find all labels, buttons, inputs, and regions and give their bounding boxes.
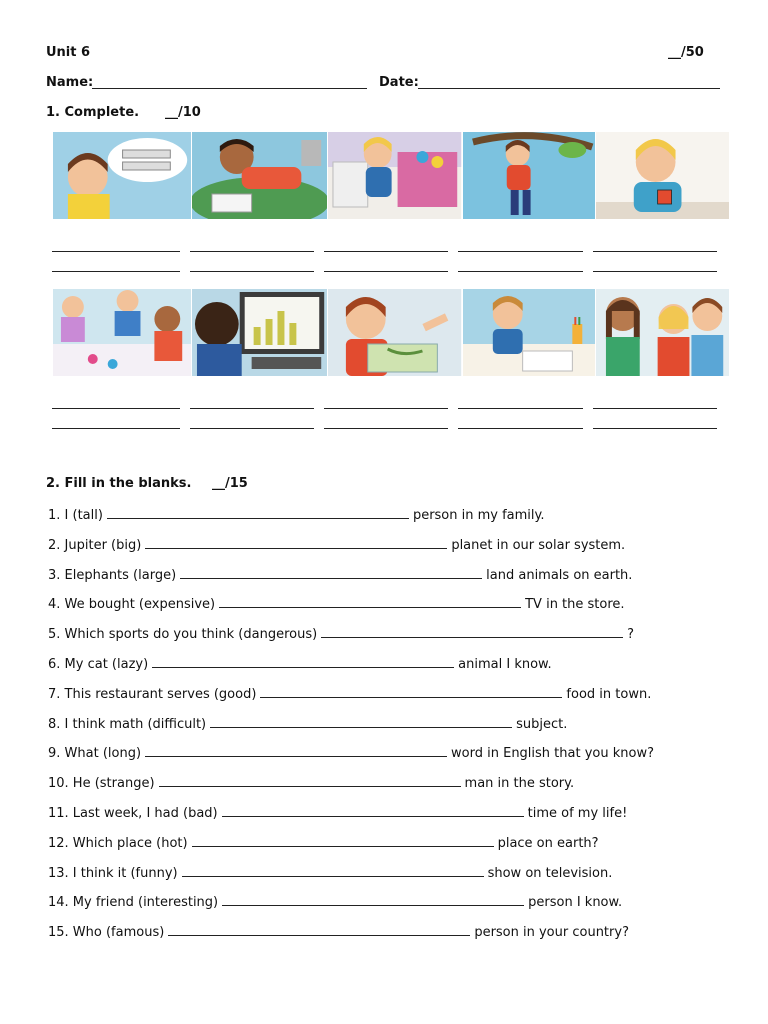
item-prompt: 3. Elephants (large) [48,567,177,583]
answer-blank[interactable] [168,923,470,936]
answer-blank[interactable] [321,625,623,638]
item-suffix: planet in our solar system. [451,537,626,553]
item-prompt: 12. Which place (hot) [48,835,188,851]
name-label: Name: [46,75,94,90]
item-prompt: 2. Jupiter (big) [48,537,142,553]
answer-blank[interactable] [222,804,524,817]
item-prompt: 11. Last week, I had (bad) [48,806,218,821]
item-suffix: show on television. [487,865,613,881]
picture-boy-climbing-tree [463,132,596,219]
picture-boy-pointing-map [328,289,462,376]
answer-blank[interactable] [210,715,512,728]
item-suffix: ? [627,627,635,643]
item-prompt: 13. I think it (funny) [48,865,178,881]
picture-strip-2 [53,289,729,376]
item-prompt: 7. This restaurant serves (good) [48,686,257,702]
picture-boy-writing [192,132,328,219]
item-suffix: food in town. [566,686,652,702]
item-prompt: 4. We bought (expensive) [48,597,216,613]
fill-blank-item [48,566,632,584]
item-prompt: 9. What (long) [48,746,142,762]
answer-blank[interactable] [107,506,409,519]
section1-title: 1. Complete. [46,105,140,120]
picture-girl-playroom [328,132,462,219]
item-suffix: place on earth? [497,835,599,851]
picture-girl-thinking [53,132,192,219]
fill-blank-item [48,744,654,762]
item-suffix: animal I know. [458,657,552,672]
total-score: __/50 [668,45,704,60]
fill-blank-item [48,595,625,613]
answer-blank[interactable] [219,595,521,608]
fill-blank-item [48,655,552,673]
date-label: Date: [379,75,419,90]
fill-blank-item [48,536,625,554]
answer-blank[interactable] [260,685,562,698]
answer-blank[interactable] [152,655,454,668]
item-suffix: person in my family. [412,508,545,523]
item-suffix: man in the story. [464,776,575,792]
item-prompt: 1. I (tall) [48,508,103,523]
item-prompt: 5. Which sports do you think (dangerous) [48,627,318,643]
fill-blank-item [48,715,567,733]
item-suffix: person in your country? [474,925,629,941]
picture-boy-computer [192,289,328,376]
item-prompt: 8. I think math (difficult) [48,716,207,732]
unit-title: Unit 6 [46,45,91,60]
item-prompt: 14. My friend (interesting) [48,895,219,911]
fill-blank-item [48,923,629,941]
fill-blank-item [48,685,651,703]
section2-title: 2. Fill in the blanks. [46,476,192,491]
picture-boy-drawing [463,289,596,376]
fill-blank-item [48,506,545,524]
answer-blank[interactable] [159,774,461,787]
fill-blank-item [48,834,599,852]
item-prompt: 6. My cat (lazy) [48,657,149,672]
item-prompt: 10. He (strange) [48,776,155,792]
picture-three-children [596,289,729,376]
picture-strip-1 [53,132,729,219]
answer-blank[interactable] [192,834,494,847]
section2-score: __/15 [212,476,248,491]
section1-score: __/10 [165,105,201,120]
answer-blank[interactable] [222,893,524,906]
fill-blank-item [48,893,622,911]
name-field[interactable] [92,88,367,89]
item-suffix: person I know. [528,895,623,911]
answer-blank[interactable] [145,536,447,549]
item-prompt: 15. Who (famous) [48,925,165,941]
item-suffix: time of my life! [527,806,628,821]
fill-blank-item [48,774,574,792]
fill-blank-item [48,625,634,643]
answer-blank[interactable] [180,566,482,579]
item-suffix: TV in the store. [525,597,625,613]
answer-blank[interactable] [145,744,447,757]
fill-blank-item [48,804,627,822]
item-suffix: land animals on earth. [486,567,633,583]
picture-children-drawing [53,289,192,376]
fill-blank-item [48,864,612,882]
item-suffix: word in English that you know? [451,746,654,762]
date-field[interactable] [418,88,720,89]
picture-girl-rubiks-cube [596,132,729,219]
answer-blank[interactable] [182,864,484,877]
item-suffix: subject. [516,716,568,732]
